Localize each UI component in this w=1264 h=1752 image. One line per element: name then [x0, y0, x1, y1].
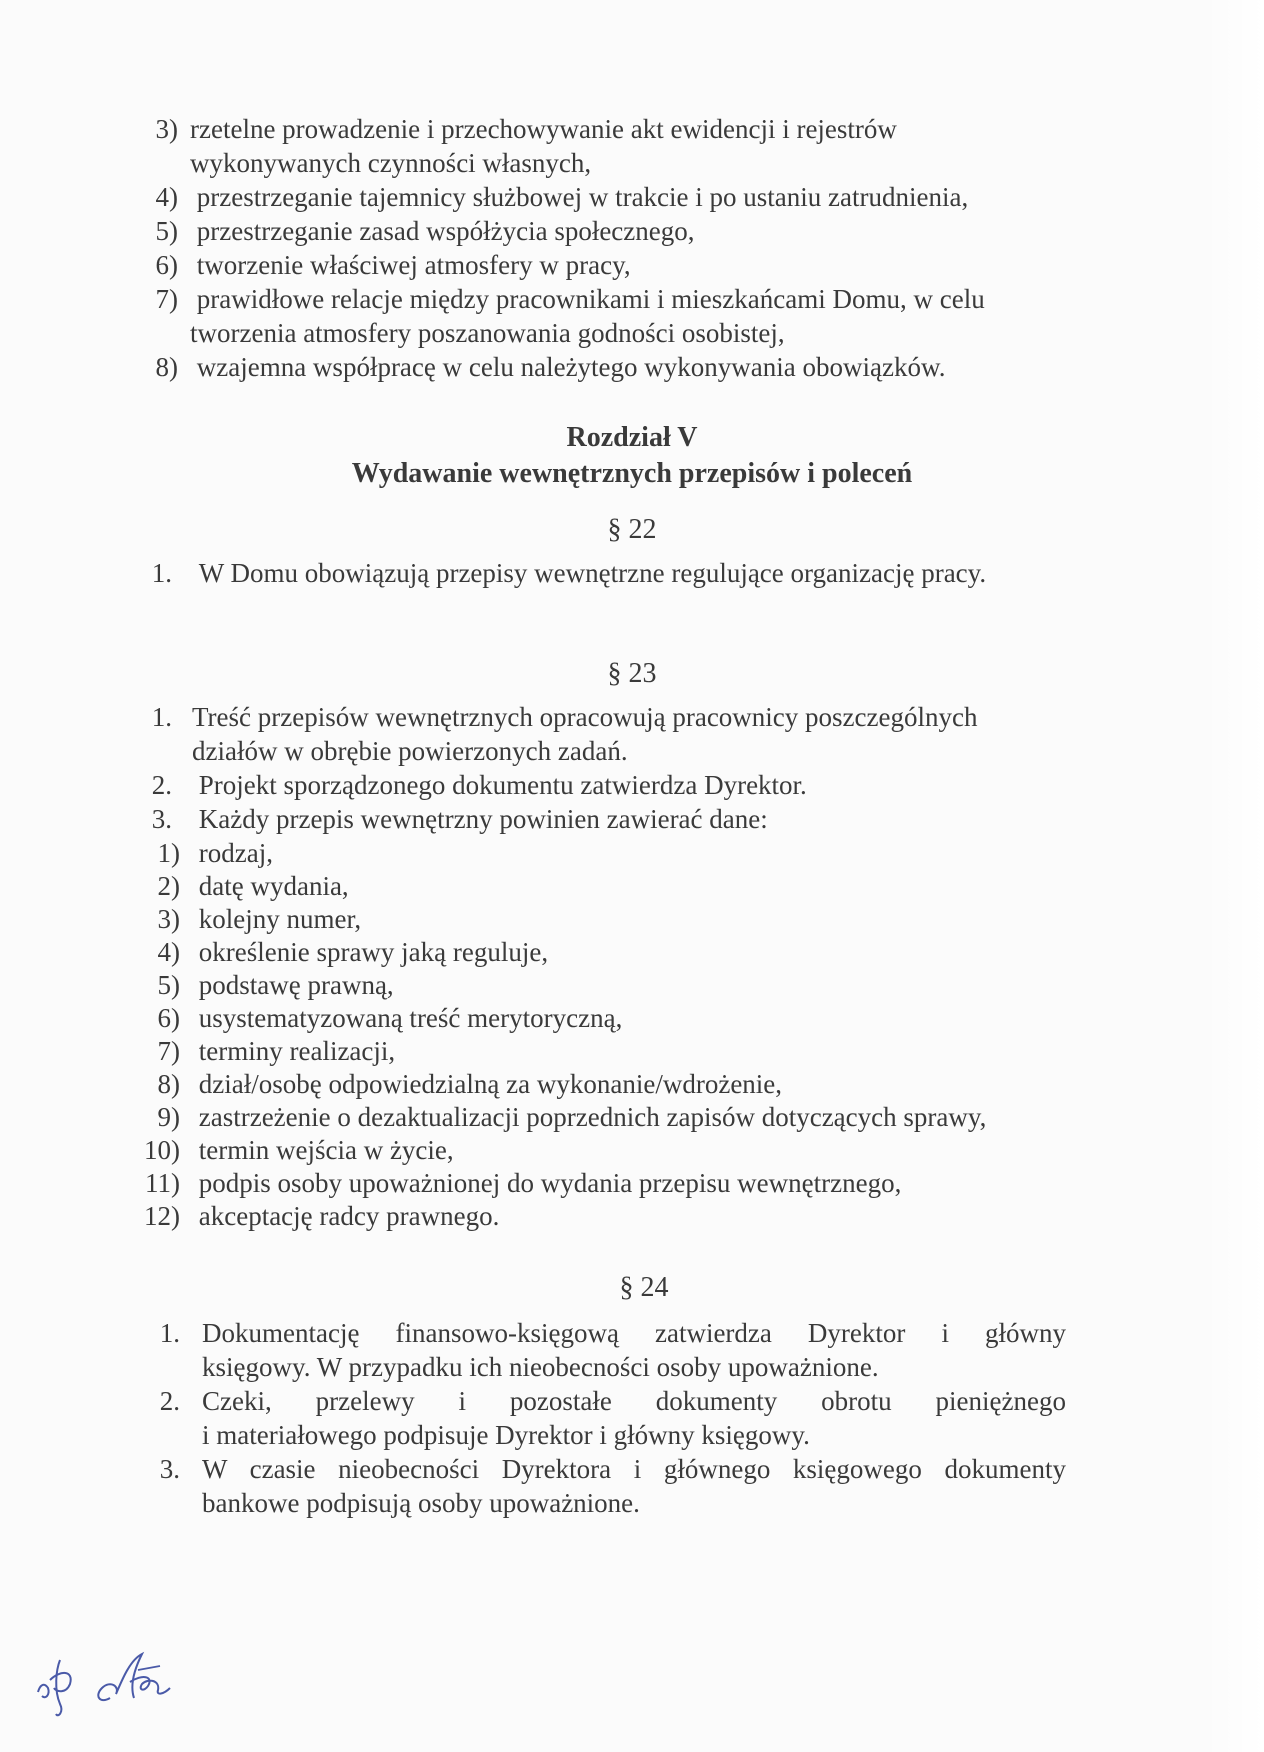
list-item-continuation: działów w obrębie powierzonych zadań. — [192, 736, 628, 766]
list-item: 5) przestrzeganie zasad współżycia społecznego, — [155, 216, 695, 246]
list-item-continuation: księgowy. W przypadku ich nieobecności osoby upoważnione. — [202, 1352, 879, 1382]
list-item: 3) rzetelne prowadzenie i przechowywanie akt ewidencji i rejestrów — [155, 114, 897, 144]
sublist-item: 3) kolejny numer, — [157, 904, 362, 934]
list-item: 7) prawidłowe relacje między pracownikami i mieszkańcami Domu, w celu — [155, 284, 985, 314]
sublist-item: 11) podpis osoby upoważnionej do wydania przepisu wewnętrznego, — [145, 1168, 902, 1198]
list-item-continuation: i materiałowego podpisuje Dyrektor i główny księgowy. — [202, 1420, 810, 1450]
list-item: 1. Dokumentację finansowo-księgową zatwierdza Dyrektor i główny — [159, 1318, 1066, 1348]
list-item: 2. Czeki, przelewy i pozostałe dokumenty obrotu pieniężnego — [159, 1386, 1066, 1416]
sublist-item: 7) terminy realizacji, — [157, 1036, 396, 1066]
sublist-item: 10) termin wejścia w życie, — [144, 1135, 454, 1165]
sublist-item: 9) zastrzeżenie o dezaktualizacji poprzednich zapisów dotyczących sprawy, — [157, 1102, 987, 1132]
paragraph-22-heading: § 22 — [607, 514, 657, 545]
list-item-continuation: tworzenia atmosfery poszanowania godności osobistej, — [190, 318, 785, 348]
sublist-item: 4) określenie sprawy jaką reguluje, — [157, 937, 549, 967]
paragraph-24-heading: § 24 — [619, 1272, 669, 1303]
list-item-continuation: bankowe podpisują osoby upoważnione. — [202, 1488, 640, 1518]
sublist-item: 5) podstawę prawną, — [157, 970, 394, 1000]
sublist-item: 1) rodzaj, — [157, 838, 273, 868]
list-item: 3. W czasie nieobecności Dyrektora i głównego księgowego dokumenty — [159, 1454, 1066, 1484]
sublist-item: 12) akceptację radcy prawnego. — [144, 1201, 500, 1231]
list-item: 3. Każdy przepis wewnętrzny powinien zawierać dane: — [151, 804, 768, 834]
sublist-item: 6) usystematyzowaną treść merytoryczną, — [157, 1003, 623, 1033]
list-item: 6) tworzenie właściwej atmosfery w pracy, — [155, 250, 631, 280]
list-item: 1. W Domu obowiązują przepisy wewnętrzne regulujące organizację pracy. — [151, 558, 987, 588]
sublist-item: 2) datę wydania, — [157, 871, 349, 901]
chapter-title: Rozdział V — [566, 422, 698, 453]
sublist-item: 8) dział/osobę odpowiedzialną za wykonanie/wdrożenie, — [157, 1069, 783, 1099]
list-item: 2. Projekt sporządzonego dokumentu zatwierdza Dyrektor. — [151, 770, 807, 800]
list-item-continuation: wykonywanych czynności własnych, — [190, 148, 592, 178]
list-item: 4) przestrzeganie tajemnicy służbowej w trakcie i po ustaniu zatrudnienia, — [155, 182, 969, 212]
list-item: 8) wzajemna współpracę w celu należytego wykonywania obowiązków. — [155, 352, 946, 382]
paragraph-23-heading: § 23 — [607, 658, 657, 689]
chapter-subtitle: Wydawanie wewnętrznych przepisów i poleceń — [351, 458, 913, 489]
handwritten-initials — [30, 1630, 190, 1720]
list-item: 1. Treść przepisów wewnętrznych opracowują pracownicy poszczególnych — [151, 702, 978, 732]
